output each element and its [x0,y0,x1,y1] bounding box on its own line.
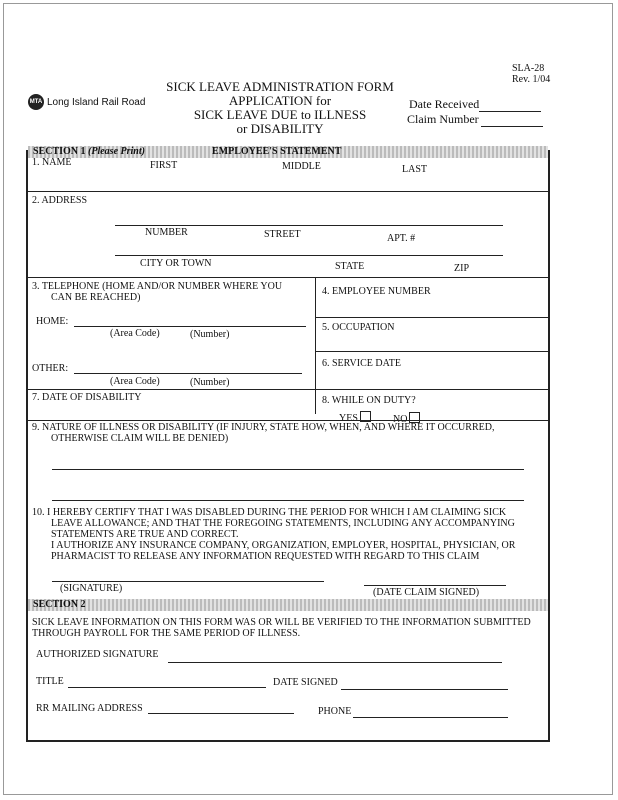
please-print-note: (Please Print) [88,146,145,157]
occupation-label: 5. OCCUPATION [322,322,395,333]
phone-label: PHONE [318,706,352,717]
address-city-label: CITY OR TOWN [140,258,212,269]
authorized-signature-field[interactable] [168,662,502,663]
form-title-line-2: APPLICATION for [228,93,332,108]
no-option[interactable]: NO [393,412,420,425]
date-signed-field[interactable] [341,689,508,690]
title-field[interactable] [68,687,266,688]
claim-number-field[interactable] [481,126,543,127]
date-signed-label: DATE SIGNED [273,677,338,688]
form-title-line-4: or DISABILITY [236,121,324,136]
while-on-duty-label: 8. WHILE ON DUTY? [322,395,416,406]
date-of-disability-label: 7. DATE OF DISABILITY [32,392,142,403]
date-received-label: Date Received [409,97,480,111]
other-phone-field[interactable] [74,373,302,374]
section-2-bar [28,599,548,611]
name-label: 1. NAME [32,157,72,168]
other-number-label: (Number) [190,377,230,388]
form-title-line-1: SICK LEAVE ADMINISTRATION FORM [166,79,394,94]
address-state-label: STATE [335,261,365,272]
authorized-signature-label: AUTHORIZED SIGNATURE [36,649,159,660]
form-title-line-3: SICK LEAVE DUE to ILLNESS [193,107,367,122]
section-1-label: SECTION 1 (Please Print) [33,146,145,157]
telephone-label-1: 3. TELEPHONE (HOME AND/OR NUMBER WHERE YOU [32,281,283,292]
nature-of-illness-label-2: OTHERWISE CLAIM WILL BE DENIED) [51,433,229,444]
title-label: TITLE [36,676,64,687]
authorize-line-1: I AUTHORIZE ANY INSURANCE COMPANY, ORGANIZATION, EMPLOYER, HOSPITAL, PHYSICIAN, OR [51,540,516,551]
city-state-zip-field[interactable] [115,255,503,256]
form-revision: Rev. 1/04 [512,74,551,85]
employee-statement-heading: EMPLOYEE'S STATEMENT [212,146,342,157]
row-divider-9 [28,420,548,421]
home-phone-label: HOME: [36,316,69,327]
other-area-code-label: (Area Code) [110,376,160,387]
signature-label: (SIGNATURE) [60,583,123,594]
date-claim-signed-label: (DATE CLAIM SIGNED) [373,587,480,598]
section-2-text-2: THROUGH PAYROLL FOR THE SAME PERIOD OF ILLNESS. [32,628,301,639]
row-divider-7 [28,389,316,390]
other-phone-label: OTHER: [32,363,69,374]
signature-field[interactable] [52,581,324,582]
home-number-label: (Number) [190,329,230,340]
service-date-label: 6. SERVICE DATE [322,358,401,369]
nature-of-illness-label-1: 9. NATURE OF ILLNESS OR DISABILITY (IF INJURY, STATE HOW, WHEN, AND WHERE IT OCCURRED, [32,422,495,433]
date-claim-signed-field[interactable] [364,585,506,586]
name-middle-label: MIDDLE [282,161,321,172]
employee-number-label: 4. EMPLOYEE NUMBER [322,286,431,297]
name-field[interactable] [28,191,548,192]
nature-of-illness-field-2[interactable] [52,500,524,501]
address-label: 2. ADDRESS [32,195,88,206]
street-address-field[interactable] [115,225,503,226]
telephone-label-2: CAN BE REACHED) [51,292,141,303]
date-received-field[interactable] [479,111,541,112]
name-last-label: LAST [402,164,427,175]
row-divider-3 [28,277,548,278]
home-area-code-label: (Area Code) [110,328,160,339]
form-code: SLA-28 [512,63,545,74]
section-2-text-1: SICK LEAVE INFORMATION ON THIS FORM WAS OR WILL BE VERIFIED TO THE INFORMATION SUBMITTED [32,617,531,628]
address-street-label: STREET [264,229,301,240]
employee-number-field[interactable] [316,317,548,318]
section-2-label: SECTION 2 [33,599,86,610]
certify-line-3: STATEMENTS ARE TRUE AND CORRECT. [51,529,239,540]
name-first-label: FIRST [150,160,178,171]
certify-line-2: LEAVE ALLOWANCE; AND THAT THE FOREGOING STATEMENTS, INCLUDING ANY ACCOMPANYING [51,518,515,529]
address-number-label: NUMBER [145,227,188,238]
address-apt-label: APT. # [387,233,416,244]
address-zip-label: ZIP [454,263,469,274]
nature-of-illness-field-1[interactable] [52,469,524,470]
authorize-line-2: PHARMACIST TO RELEASE ANY INFORMATION REQUESTED WITH REGARD TO THIS CLAIM [51,551,480,562]
service-date-field[interactable] [316,389,548,390]
certify-line-1: 10. I HEREBY CERTIFY THAT I WAS DISABLED DURING THE PERIOD FOR WHICH I AM CLAIMING SICK [32,507,507,518]
phone-field[interactable] [353,717,508,718]
home-phone-field[interactable] [74,326,306,327]
occupation-field[interactable] [316,351,548,352]
claim-number-label: Claim Number [407,112,479,126]
column-divider [315,278,316,414]
rr-mailing-address-label: RR MAILING ADDRESS [36,703,143,714]
rr-mailing-address-field[interactable] [148,713,294,714]
mta-logo: MTA [28,94,44,110]
org-name: Long Island Rail Road [47,97,146,108]
yes-option[interactable]: YES [339,411,371,424]
